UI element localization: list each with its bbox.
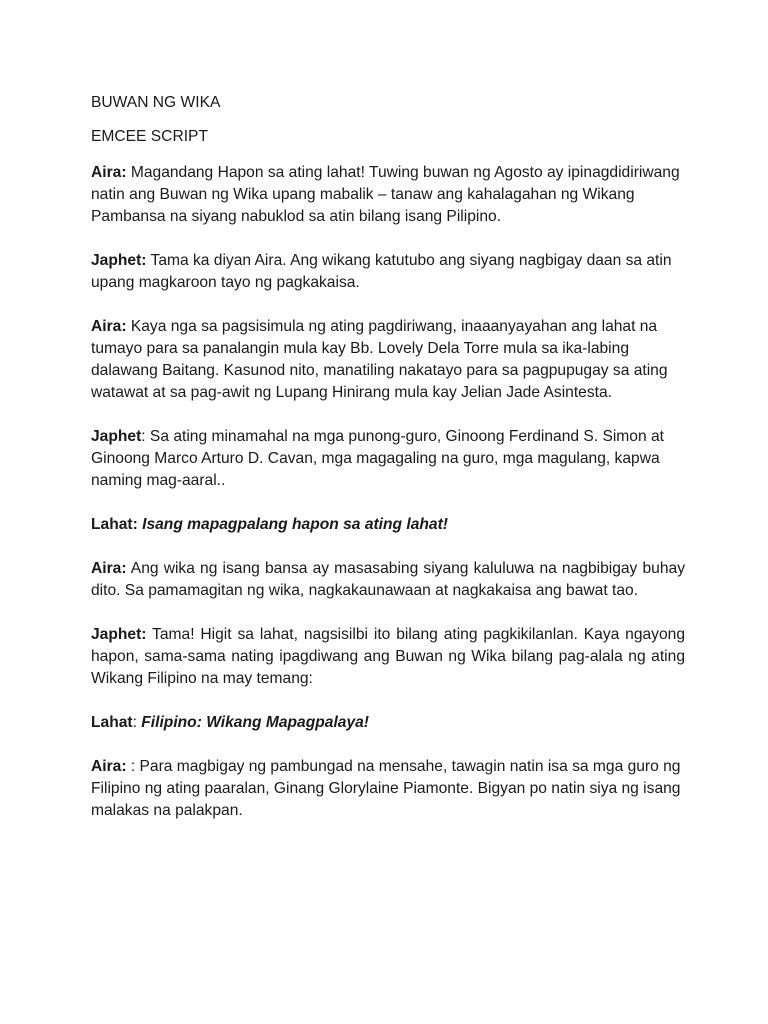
speaker-label: Aira: <box>91 318 127 335</box>
speaker-label: Lahat <box>91 714 133 731</box>
line-text: Ang wika ng isang bansa ay masasabing siyang kaluluwa na nagbibigay buhay dito. Sa pamamagitan ng wika, nagkakaunawaan at nagkakaisa ang bawat tao. <box>91 560 685 599</box>
document-subtitle: EMCEE SCRIPT <box>91 128 208 145</box>
speaker-label: Japhet: <box>91 252 147 269</box>
line-emphasis: Isang mapagpalang hapon sa ating lahat! <box>142 516 448 533</box>
script-line-lahat-1 <box>91 514 685 536</box>
speaker-label: Aira: <box>91 758 127 775</box>
line-text: Tama ka diyan Aira. Ang wikang katutubo ang siyang nagbigay daan sa atin upang magkaroon tayo ng pagkakaisa. <box>91 252 672 291</box>
speaker-label: Lahat: <box>91 516 138 533</box>
line-text: Tama! Higit sa lahat, nagsisilbi ito bilang ating pagkikilanlan. Kaya ngayong hapon, sama-sama nating ipagdiwang ang Buwan ng Wika bilang pag-alala ng ating Wikang Filipino na may temang: <box>91 626 685 687</box>
script-line-aira-1 <box>91 162 685 228</box>
script-line-japhet-2 <box>91 426 685 492</box>
line-text: : Para magbigay ng pambungad na mensahe, tawagin natin isa sa mga guro ng Filipino ng ating paaralan, Ginang Glorylaine Piamonte. Bigyan po natin siya ng isang malakas na palakpan. <box>91 758 681 819</box>
speaker-label: Aira: <box>91 164 127 181</box>
line-text: Magandang Hapon sa ating lahat! Tuwing buwan ng Agosto ay ipinagdidiriwang natin ang Buwan ng Wika upang mabalik – tanaw ang kahalagahan ng Wikang Pambansa na siyang nabuklod sa atin bilang isang Pilipino. <box>91 164 680 225</box>
script-line-japhet-1 <box>91 250 685 294</box>
speaker-label: Aira: <box>91 560 127 577</box>
document-title: BUWAN NG WIKA <box>91 94 221 111</box>
script-line-lahat-2 <box>91 712 685 734</box>
line-text: : Sa ating minamahal na mga punong-guro, Ginoong Ferdinand S. Simon at Ginoong Marco Arturo D. Cavan, mga magagaling na guro, mga magulang, kapwa naming mag-aaral.. <box>91 428 664 489</box>
speaker-label: Japhet <box>91 428 142 445</box>
script-line-japhet-3 <box>91 624 685 690</box>
script-line-aira-2 <box>91 316 685 404</box>
line-emphasis: Filipino: Wikang Mapagpalaya! <box>141 714 369 731</box>
script-line-aira-4 <box>91 756 685 822</box>
line-text: Kaya nga sa pagsisimula ng ating pagdiriwang, inaaanyayahan ang lahat na tumayo para sa panalangin mula kay Bb. Lovely Dela Torre mula sa ika-labing dalawang Baitang. Kasunod nito, manatiling nakatayo para sa pagpupugay sa ating watawat at sa pag-awit ng Lupang Hinirang mula kay Jelian Jade Asintesta. <box>91 318 668 401</box>
line-text: : <box>132 714 142 731</box>
document-page <box>91 92 685 844</box>
script-line-aira-3 <box>91 558 685 602</box>
speaker-label: Japhet: <box>91 626 147 643</box>
